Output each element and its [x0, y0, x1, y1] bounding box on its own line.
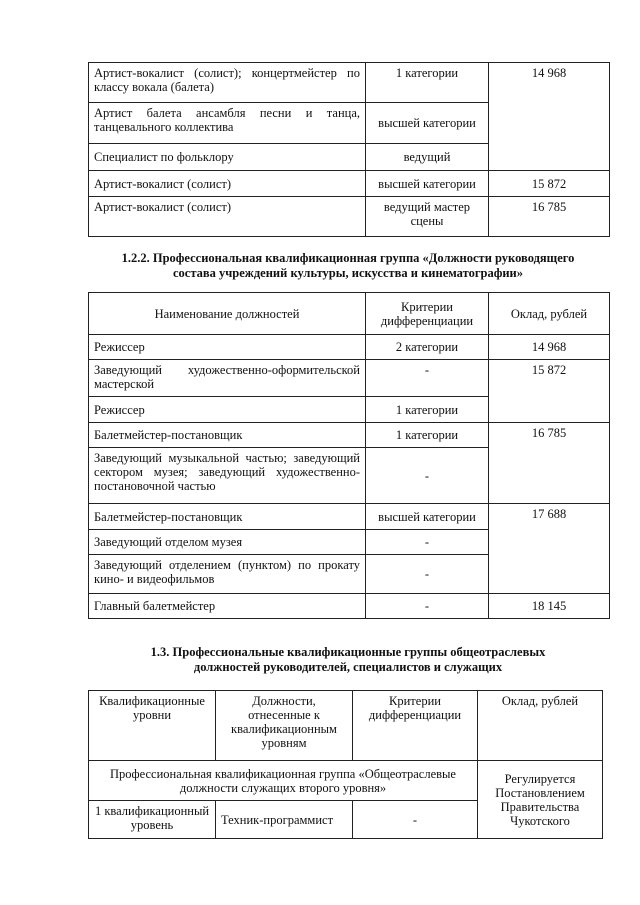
heading-line: 1.2.2. Профессиональная квалификационная группа «Должности руководящего [121, 251, 575, 265]
salary-note-text: Постановлением [495, 785, 585, 800]
position-cell [89, 63, 366, 103]
criteria-cell: - [366, 530, 489, 555]
position-cell: Главный балетмейстер [89, 594, 366, 619]
salary-note-text: Правительства [500, 799, 580, 814]
header-text: отнесенные к [248, 708, 320, 722]
position-text: Заведующий отделением (пунктом) по прокату [94, 558, 360, 572]
table-row [89, 335, 610, 360]
criteria-cell [366, 197, 489, 237]
header-salary: Оклад, рублей [478, 691, 603, 761]
table-group-row [89, 761, 603, 801]
salary-cell: 18 145 [489, 594, 610, 619]
table-row [89, 504, 610, 530]
header-text: дифференциации [368, 708, 462, 722]
position-cell [89, 555, 366, 594]
level-cell [89, 801, 216, 839]
position-text: постановочной частью [94, 479, 216, 493]
criteria-cell: - [366, 594, 489, 619]
header-text: дифференциации [380, 313, 474, 328]
salary-cell: 16 785 [489, 197, 610, 237]
header-text: Должности, [252, 694, 316, 708]
salary-cell: 14 968 [489, 335, 610, 360]
position-text: Заведующий музыкальной частью; заведующий [94, 451, 360, 465]
criteria-cell: - [353, 801, 478, 839]
salary-note-text: Регулируется [504, 771, 576, 786]
salary-note-text: Чукотского [510, 813, 570, 828]
table-row [89, 423, 610, 448]
criteria-cell: - [366, 360, 489, 397]
header-level [89, 691, 216, 761]
header-text: Критерии [401, 299, 453, 314]
table-row [89, 594, 610, 619]
criteria-cell: - [366, 448, 489, 504]
position-cell: Артист-вокалист (солист) [89, 197, 366, 237]
position-text: мастерской [94, 377, 155, 391]
salary-cell: 14 968 [489, 63, 610, 171]
salary-cell: 15 872 [489, 360, 610, 423]
position-text: сектором музея; заведующий художественно- [94, 465, 360, 479]
criteria-cell: 2 категории [366, 335, 489, 360]
criteria-cell: 1 категории [366, 423, 489, 448]
position-cell: Заведующий отделом музея [89, 530, 366, 555]
position-text: классу вокала (балета) [94, 80, 214, 94]
criteria-text: ведущий мастер [383, 200, 471, 214]
position-cell: Балетмейстер-постановщик [89, 423, 366, 448]
section-heading-1-2-2 [88, 251, 608, 281]
position-text: танцевального коллектива [94, 120, 234, 134]
criteria-cell: - [366, 555, 489, 594]
header-text: квалификационным [231, 722, 337, 736]
criteria-cell: 1 категории [366, 397, 489, 423]
table-artists [88, 62, 610, 237]
criteria-cell: ведущий [366, 144, 489, 171]
table-row [89, 360, 610, 397]
table-general-positions [88, 690, 603, 839]
table-row [89, 197, 610, 237]
position-cell: Режиссер [89, 397, 366, 423]
position-cell [89, 360, 366, 397]
position-cell: Специалист по фольклору [89, 144, 366, 171]
level-text: уровень [130, 818, 174, 832]
header-text: уровни [132, 708, 172, 722]
salary-cell: 16 785 [489, 423, 610, 504]
level-text: 1 квалификационный [94, 804, 210, 818]
position-cell: Артист-вокалист (солист) [89, 171, 366, 197]
table-management [88, 292, 610, 619]
position-text: Заведующий художественно-оформительской [94, 363, 360, 377]
header-criteria [366, 293, 489, 335]
position-cell [89, 448, 366, 504]
salary-cell: 17 688 [489, 504, 610, 594]
table-header-row [89, 691, 603, 761]
criteria-text: сцены [410, 214, 444, 228]
criteria-cell: высшей категории [366, 103, 489, 144]
position-cell [89, 103, 366, 144]
salary-note-cell [478, 761, 603, 839]
position-text: кино- и видеофильмов [94, 572, 215, 586]
criteria-cell: высшей категории [366, 504, 489, 530]
heading-line: 1.3. Профессиональные квалификационные группы общеотраслевых [150, 645, 546, 659]
position-text: Артист-вокалист (солист); концертмейстер по [94, 66, 360, 80]
header-text: Квалификационные [99, 694, 205, 708]
header-salary: Оклад, рублей [489, 293, 610, 335]
criteria-cell: высшей категории [366, 171, 489, 197]
header-text: Критерии [389, 694, 441, 708]
group-title-text: должности служащих второго уровня» [179, 780, 387, 795]
group-title-cell [89, 761, 478, 801]
table-row [89, 63, 610, 103]
section-heading-1-3 [88, 645, 608, 675]
group-title-text: Профессиональная квалификационная группа «Общеотраслевые [110, 766, 456, 781]
header-position: Наименование должностей [89, 293, 366, 335]
position-text: Артист балета ансамбля песни и танца, [94, 106, 360, 120]
position-cell: Режиссер [89, 335, 366, 360]
header-text: уровням [261, 736, 307, 750]
table-row [89, 171, 610, 197]
salary-cell: 15 872 [489, 171, 610, 197]
header-positions [216, 691, 353, 761]
criteria-cell: 1 категории [366, 63, 489, 103]
position-cell: Балетмейстер-постановщик [89, 504, 366, 530]
position-cell: Техник-программист [216, 801, 353, 839]
heading-line: состава учреждений культуры, искусства и кинематографии» [172, 266, 524, 280]
table-header-row [89, 293, 610, 335]
header-criteria [353, 691, 478, 761]
heading-line: должностей руководителей, специалистов и служащих [193, 660, 503, 674]
